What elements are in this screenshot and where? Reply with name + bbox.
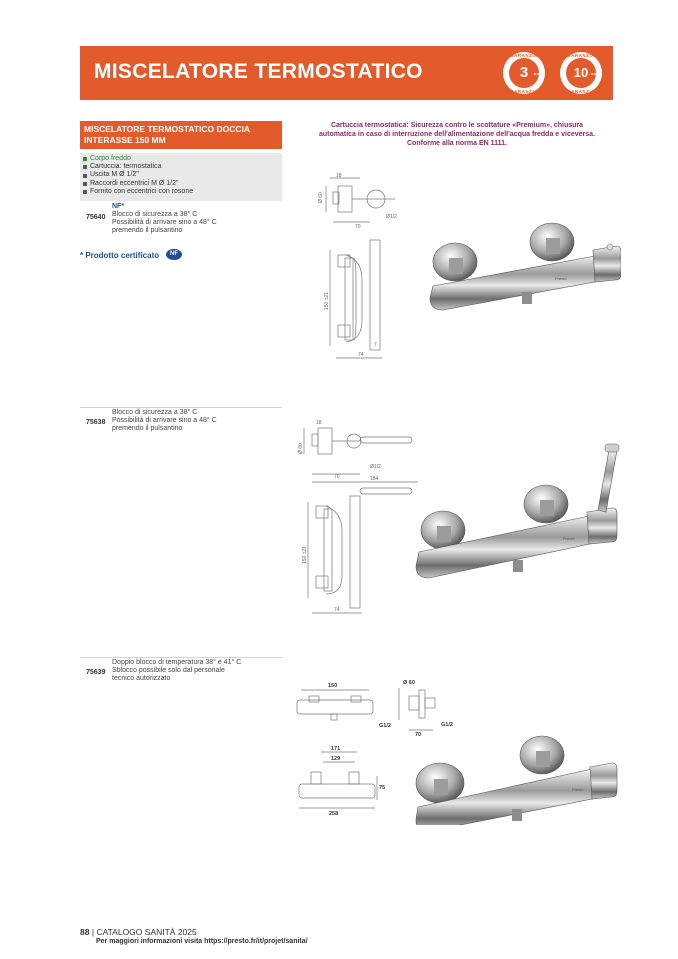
product-photo-75638: [413, 442, 623, 584]
dim-label: G1/2: [441, 722, 453, 728]
technical-drawing-75640: [300, 170, 412, 365]
dim-label: 75: [379, 785, 386, 791]
dim-label: 18: [336, 173, 342, 179]
dim-label: 129: [331, 756, 341, 762]
dim-label: 70: [355, 224, 361, 230]
feature-item: Corpo freddo: [83, 155, 279, 163]
warranty-3-number: 3: [509, 58, 539, 88]
feature-list: [80, 153, 282, 201]
feature-item: Fornito con eccentrici con rosone: [83, 188, 279, 196]
nf-marker: NF*: [112, 203, 125, 210]
dim-label: 18: [316, 420, 322, 426]
dim-label: Ø1/2: [386, 214, 397, 220]
dim-label: 74: [358, 352, 364, 358]
product-description: Doppio blocco di temperatura 38° e 41° C Sblocco possibile solo dal personale tecnico autorizzato: [112, 659, 242, 682]
footer-page-line: 88 | CATALOGO SANITÀ 2025: [80, 927, 197, 937]
warranty-badge-3: GARANZIA 3 GARANZIA ans: [503, 52, 545, 94]
dim-label: 171: [331, 746, 341, 752]
warranty-10-number: 10: [566, 58, 596, 88]
product-code: 75639: [86, 669, 106, 676]
page-title: MISCELATORE TERMOSTATICO: [94, 60, 423, 83]
divider: [80, 407, 282, 408]
feature-item: Cartuccia: termostatica: [83, 163, 279, 171]
product-description: Blocco di sicurezza a 38° C Possibilità di arrivare sino a 48° C premendo il pulsantino: [112, 409, 217, 432]
nf-logo: NF: [166, 249, 182, 260]
dim-label: 70: [334, 474, 340, 480]
svg-text:Presto: Presto: [555, 276, 567, 281]
dim-label: G1/2: [379, 723, 391, 729]
feature-item: Uscita M Ø 1/2": [83, 171, 279, 179]
product-photo-75639: [412, 735, 622, 825]
svg-text:Presto: Presto: [572, 787, 584, 792]
feature-item: Raccordi eccentrici M Ø 1/2": [83, 180, 279, 188]
catalog-name: CATALOGO SANITÀ 2025: [96, 927, 197, 937]
dim-label: Ø 60: [403, 680, 415, 686]
dim-label: 150: [328, 683, 338, 689]
product-description: Blocco di sicurezza a 38° C Possibilità di arrivare sino a 48° C premendo il pulsantino: [112, 211, 217, 234]
header-banner: [80, 46, 613, 100]
footer-info[interactable]: Per maggiori informazioni visita https://presto.fr/it/projet/sanita/: [96, 938, 308, 945]
dim-label: 150 ±21: [302, 545, 308, 564]
dim-label: 74: [334, 607, 340, 613]
dim-label: 150 ±21: [324, 291, 330, 310]
divider: [80, 657, 282, 658]
technical-drawing-75638: [290, 416, 420, 621]
dim-label: Ø 60: [318, 192, 324, 203]
product-code: 75638: [86, 419, 106, 426]
dim-label: 258: [329, 811, 339, 817]
dim-label: 70: [415, 732, 422, 738]
section-header: MISCELATORE TERMOSTATICO DOCCIA INTERASSE 150 MM: [80, 121, 282, 149]
warranty-badge-10: GARANZIA 10 GARANZIA ans: [560, 52, 602, 94]
svg-text:Presto: Presto: [563, 536, 575, 541]
certified-note: * Prodotto certificato: [80, 251, 160, 260]
dim-label: Ø 60: [298, 443, 304, 454]
intro-text: Cartuccia termostatica: Sicurezza contro le scottature «Premium», chiusura automatica in caso di interruzione dell'alimentazione dell'acqua fredda e viceversa. Conforme alla norma EN 1111.: [318, 122, 596, 147]
product-photo-75640: [425, 222, 621, 322]
page-number: 88: [80, 927, 90, 937]
product-code: 75640: [86, 214, 106, 221]
dim-label: 184: [370, 476, 379, 482]
dim-label: Ø1/2: [370, 464, 381, 470]
dim-label: 7: [374, 342, 377, 348]
